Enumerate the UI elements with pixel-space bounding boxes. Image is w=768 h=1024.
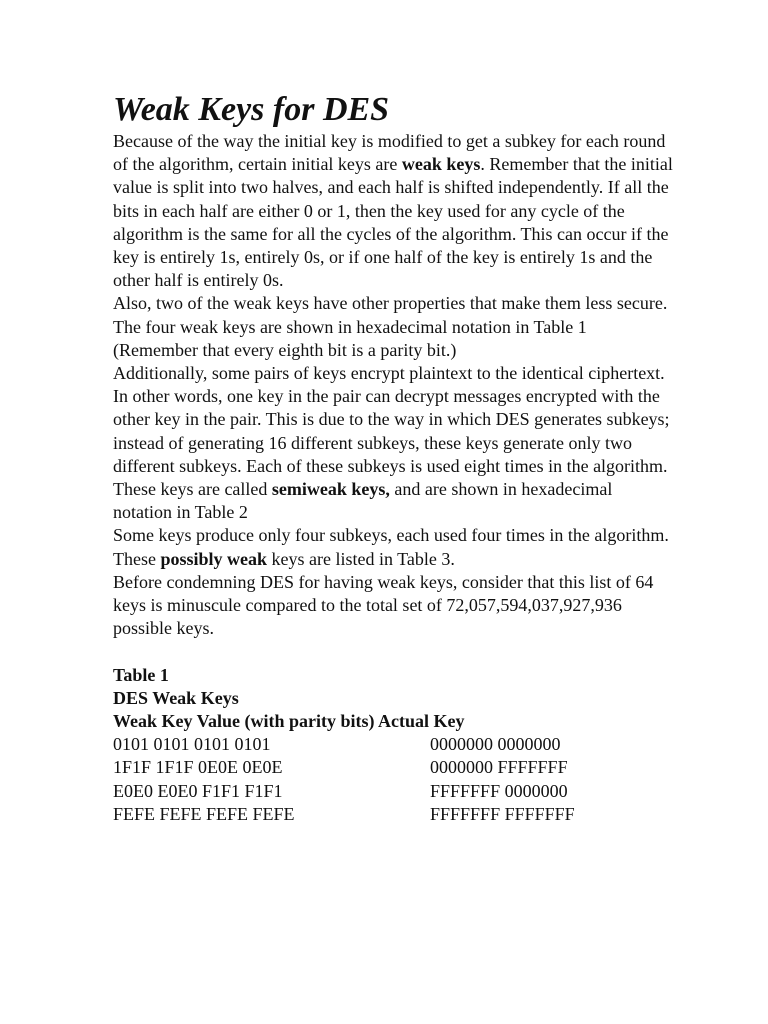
weak-key-value-cell: 1F1F 1F1F 0E0E 0E0E <box>113 757 283 778</box>
paragraph-weak-keys <box>113 130 673 292</box>
paragraph-text: Because of the way the initial key is modified to get a subkey for each round of the algorithm, certain initial keys are <box>113 131 666 175</box>
paragraph-text: and are shown in hexadecimal notation in Table 2 <box>113 479 613 523</box>
actual-key-cell: 0000000 0000000 <box>430 734 561 755</box>
table-row <box>113 733 673 756</box>
paragraph-semiweak-keys <box>113 362 673 524</box>
weak-key-value-cell: E0E0 E0E0 F1F1 F1F1 <box>113 780 283 801</box>
table-row <box>113 780 673 803</box>
actual-key-cell: 0000000 FFFFFFF <box>430 757 568 778</box>
actual-key-cell: FFFFFFF 0000000 <box>430 780 568 801</box>
paragraph-less-secure: Also, two of the weak keys have other properties that make them less secure. <box>113 293 668 314</box>
table-row <box>113 803 673 826</box>
actual-key-cell: FFFFFFF FFFFFFF <box>430 803 575 824</box>
bold-term-semiweak-keys: semiweak keys, <box>271 479 390 500</box>
table-row <box>113 756 673 779</box>
table-body <box>113 733 673 826</box>
paragraph-text: Additionally, some pairs of keys encrypt plaintext to the identical ciphertext. In other words, one key in the pair can decrypt messages encrypted with the other key in the pair. This is due to the way in which DES generates subkeys; instead of generating 16 different subkeys, these keys generate only two different subkeys. Each of these subkeys is used eight times in the algorithm. These keys are called <box>113 363 670 500</box>
paragraph-text: . Remember that the initial value is split into two halves, and each half is shifted independently. If all the bits in each half are either 0 or 1, then the key used for any cycle of the algorithm is the same for all the cycles of the algorithm. This can occur if the key is entirely 1s, entirely 0s, or if one half of the key is entirely 1s and the other half is entirely 0s. <box>113 154 673 291</box>
bold-term-weak-keys: weak keys <box>401 154 481 175</box>
table-header: Weak Key Value (with parity bits) Actual Key <box>113 711 465 732</box>
paragraph-text: keys are listed in Table 3. <box>267 548 455 569</box>
paragraph-total-keys: Before condemning DES for having weak keys, consider that this list of 64 keys is minuscule compared to the total set of 72,057,594,037,927,936 possible keys. <box>113 571 654 639</box>
table-caption: DES Weak Keys <box>113 687 239 708</box>
spacer <box>113 640 673 663</box>
table-label: Table 1 <box>113 664 169 685</box>
paragraph-table-reference: The four weak keys are shown in hexadecimal notation in Table 1 (Remember that every eighth bit is a parity bit.) <box>113 316 587 360</box>
bold-term-possibly-weak: possibly weak <box>160 548 268 569</box>
paragraph-possibly-weak <box>113 524 673 570</box>
paragraph-text: Some keys produce only four subkeys, each used four times in the algorithm. These <box>113 525 669 569</box>
page-title: Weak Keys for DES <box>113 91 390 128</box>
document-page <box>113 90 673 826</box>
weak-key-value-cell: 0101 0101 0101 0101 <box>113 734 271 755</box>
weak-key-value-cell: FEFE FEFE FEFE FEFE <box>113 803 295 824</box>
